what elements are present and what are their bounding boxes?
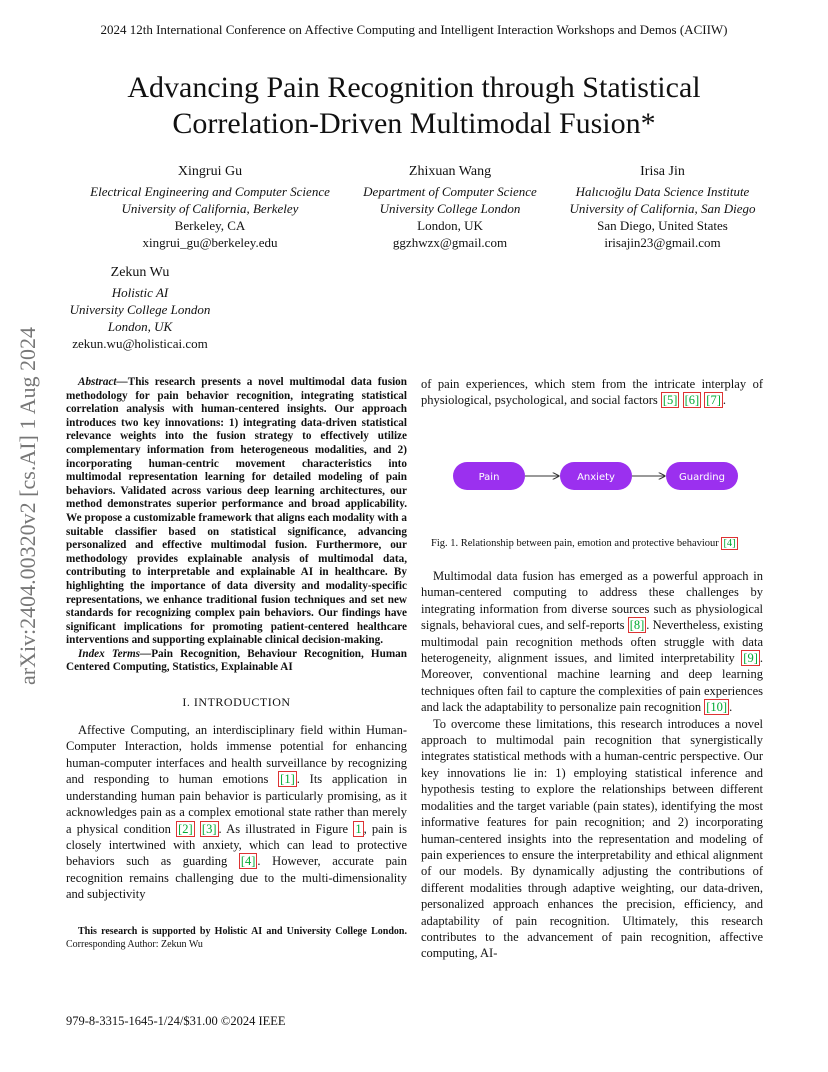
text-run: . Moreover, conventional machine learning and deep learning techniques often fail to capture the complexities of pain experiences and lack the adaptability to personalize pain recognition bbox=[421, 651, 763, 715]
abstract-body: This research presents a novel multimodal data fusion methodology for pain behavior recognition, integrating statistical correlation analysis with human-centered insights. Our approach introduces two key innovations: 1) integrating data-driven statistical relevance weights into the fusion strategy to effectively utilize complementary information from heterogeneous modalities, and 2) incorporating human-centric movement characteristics into multimodal representation learning for detailed modeling of pain behaviors. Validated across various deep learning architectures, our method demonstrates superior performance and broad applicability. We propose a customizable framework that aligns each modality with a suitable classifier based on statistical significance, advancing personalized and effective multimodal fusion. Furthermore, our methodology provides explainable analysis of multimodal data, contributing to interpretable and explainable AI in healthcare. By highlighting the importance of data diversity and modality-specific representations, we enhance traditional fusion techniques and set new standards for recognizing complex pain behaviors. Our findings have significant implications for promoting patient-centered healthcare interventions and supporting explainable clinical decision-making. bbox=[66, 376, 407, 647]
author-name: Zhixuan Wang bbox=[408, 164, 492, 179]
author-dept: Electrical Engineering and Computer Science bbox=[90, 184, 330, 199]
author-dept: Halıcıoğlu Data Science Institute bbox=[575, 184, 750, 199]
figure-node-label: Guarding bbox=[679, 472, 725, 483]
author-location: San Diego, United States bbox=[597, 218, 728, 233]
footnote-rest: Corresponding Author: Zekun Wu bbox=[66, 938, 203, 950]
paragraph-multimodal bbox=[421, 568, 763, 716]
author-block-4 bbox=[60, 264, 220, 352]
text-run: . bbox=[729, 700, 733, 715]
copyright-line: 979-8-3315-1645-1/24/$31.00 ©2024 IEEE bbox=[66, 1014, 286, 1028]
title-line-1: Advancing Pain Recognition through Statistical bbox=[127, 71, 701, 104]
citation-link[interactable]: [1] bbox=[280, 772, 295, 787]
paragraph-overcome: To overcome these limitations, this research introduces a novel approach to multimodal pain recognition that synergistically integrates statistical methods with a human-centric perspective. Our key innovations lie in: 1) employing statistical inference and hypothesis testing to explore the relationships between different modalities and the target variable (pain states), identifying the most informative features for pain recognition; and 2) incorporating human-centered insights into the representation and modeling of pain experiences to ensure the interpretability and ethical alignment of our models. By dynamically adjusting the contributions of different modalities through adaptive weighting, our data-driven, personalized approach enhances the precision, efficiency, and adaptability of pain recognition. Ultimately, this research contributes to the advancement of pain recognition, affective computing, AI- bbox=[421, 716, 763, 961]
author-name: Xingrui Gu bbox=[177, 164, 243, 179]
text-run: , pain is closely intertwined with anxiety, which can lead to protective behaviors such as guarding bbox=[66, 821, 408, 869]
citation-link[interactable]: [2] bbox=[178, 821, 193, 836]
author-block-1 bbox=[80, 163, 340, 251]
author-location: London, UK bbox=[107, 319, 173, 334]
index-terms bbox=[66, 648, 407, 675]
citation-link[interactable]: [4] bbox=[240, 854, 256, 869]
conference-header: 2024 12th International Conference on Affective Computing and Intelligent Interaction Workshops and Demos (ACIIW) bbox=[100, 22, 728, 37]
figure-1-svg bbox=[421, 452, 763, 502]
section-heading-introduction: I. INTRODUCTION bbox=[182, 695, 291, 710]
abstract-label: Abstract— bbox=[78, 376, 128, 388]
abstract bbox=[66, 376, 407, 648]
title-line-2: Correlation-Driven Multimodal Fusion* bbox=[172, 107, 656, 140]
author-email[interactable]: ggzhwzx@gmail.com bbox=[392, 235, 508, 250]
figure-node-anxiety bbox=[560, 462, 632, 490]
figure-1-diagram bbox=[421, 452, 763, 502]
citation-link[interactable]: [5] bbox=[662, 393, 678, 408]
author-dept: Department of Computer Science bbox=[363, 184, 537, 199]
citation-link[interactable]: [3] bbox=[201, 821, 217, 836]
arxiv-stamp bbox=[8, 326, 48, 686]
citation-link[interactable]: [6] bbox=[684, 393, 700, 408]
author-block-3 bbox=[560, 163, 765, 251]
citation-link[interactable]: [7] bbox=[706, 393, 721, 408]
text-run: . Nevertheless, existing multimodal pain recognition methods often struggle with data heterogeneity, alignment issues, and limited interpretability bbox=[421, 618, 764, 666]
author-inst: University College London bbox=[69, 302, 211, 317]
text-run: . bbox=[722, 393, 726, 408]
author-name: Zekun Wu bbox=[110, 265, 170, 280]
citation-link[interactable]: [10] bbox=[706, 700, 728, 715]
author-name: Irisa Jin bbox=[640, 164, 685, 179]
index-terms-body: Pain Recognition, Behaviour Recognition, Human Centered Computing, Statistics, Explainable AI bbox=[66, 647, 407, 674]
citation-link[interactable]: [8] bbox=[629, 618, 645, 633]
paper-title bbox=[60, 70, 768, 142]
text-run: of pain experiences, which stem from the intricate interplay of physiological, psychological, and social factors bbox=[421, 377, 763, 408]
author-email[interactable]: irisajin23@gmail.com bbox=[604, 235, 721, 250]
left-column bbox=[66, 376, 407, 951]
index-terms-label: Index Terms— bbox=[78, 647, 152, 660]
text-run: . As illustrated in Figure bbox=[218, 821, 354, 836]
author-email[interactable]: zekun.wu@holisticai.com bbox=[72, 336, 208, 351]
figure-node-label: Anxiety bbox=[577, 472, 615, 483]
author-block-2 bbox=[345, 163, 555, 251]
author-email[interactable]: xingrui_gu@berkeley.edu bbox=[142, 235, 278, 250]
figure-link[interactable]: 1 bbox=[355, 821, 362, 836]
arxiv-stamp-text: arXiv:2404.00320v2 [cs.AI] 1 Aug 2024 bbox=[15, 326, 40, 686]
citation-link[interactable]: [4] bbox=[723, 538, 736, 549]
footnote bbox=[66, 925, 407, 951]
intro-paragraph bbox=[66, 722, 407, 902]
right-column bbox=[421, 376, 763, 409]
paragraph-continuation bbox=[421, 376, 763, 409]
author-dept: Holistic AI bbox=[111, 285, 169, 300]
author-inst: University of California, San Diego bbox=[569, 201, 756, 216]
caption-text: Fig. 1. Relationship between pain, emotion and protective behaviour bbox=[431, 538, 722, 549]
text-run: Multimodal data fusion has emerged as a powerful approach in human-centered computing to address these challenges by integrating information from diverse sources such as physiological signals, behavioral cues, and self-reports bbox=[421, 569, 763, 633]
figure-node-pain bbox=[453, 462, 525, 490]
author-location: London, UK bbox=[417, 218, 483, 233]
author-inst: University of California, Berkeley bbox=[121, 201, 299, 216]
footnote-bold: This research is supported by Holistic AI and University College London. bbox=[78, 925, 407, 937]
figure-node-guarding bbox=[666, 462, 738, 490]
text-run: . However, accurate pain recognition remains challenging due to the multi-dimensionality and subjectivity bbox=[66, 854, 407, 902]
right-column-body bbox=[421, 568, 763, 962]
author-inst: University College London bbox=[379, 201, 521, 216]
figure-node-label: Pain bbox=[478, 472, 500, 483]
text-run: Affective Computing, an interdisciplinary field within Human-Computer Interaction, holds immense potential for enhancing human-computer interfaces and health surveillance by recognizing and responding to human emotions bbox=[66, 723, 407, 787]
text-run: . Its application in understanding human pain behavior is particularly promising, as it acknowledges pain as a complex emotional state rather than merely a physical condition bbox=[66, 772, 408, 836]
figure-1-caption bbox=[431, 538, 763, 549]
citation-link[interactable]: [9] bbox=[743, 651, 758, 666]
author-location: Berkeley, CA bbox=[174, 218, 246, 233]
